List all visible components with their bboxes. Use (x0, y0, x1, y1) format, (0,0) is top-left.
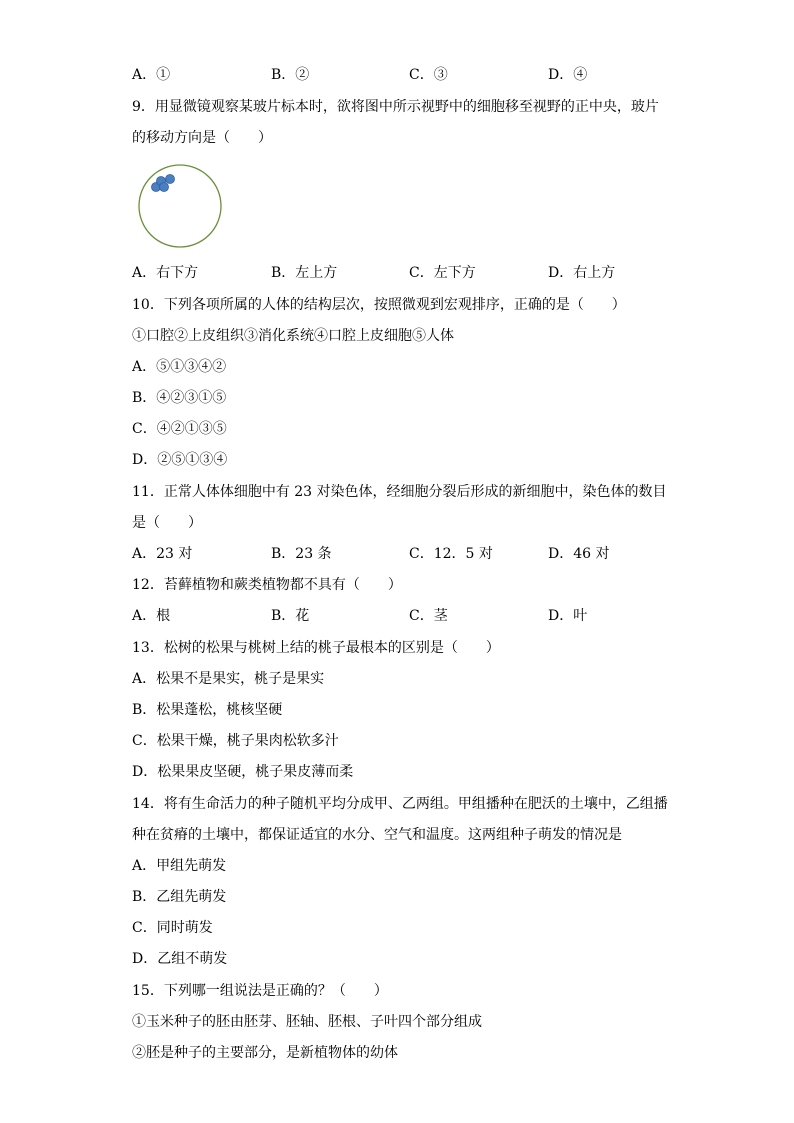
q8-option-b[interactable]: B．② (271, 67, 310, 83)
q10-stem: 10．下列各项所属的人体的结构层次，按照微观到宏观排序，正确的是（ ） (132, 297, 626, 313)
q14-option-a[interactable]: A．甲组先萌发 (132, 858, 227, 874)
q10-option-b[interactable]: B．④②③①⑤ (132, 390, 227, 406)
q11-stem-line1: 11．正常人体体细胞中有 23 对染色体，经细胞分裂后形成的新细胞中，染色体的数目 (132, 484, 667, 500)
cell-4 (166, 175, 175, 184)
q8-option-a[interactable]: A．① (132, 67, 171, 83)
q12-option-a[interactable]: A．根 (132, 608, 171, 624)
q14-option-d[interactable]: D．乙组不萌发 (132, 951, 228, 967)
q15-statement-1: ①玉米种子的胚由胚芽、胚轴、胚根、子叶四个部分组成 (132, 1014, 482, 1030)
q15-statement-2: ②胚是种子的主要部分，是新植物体的幼体 (132, 1045, 398, 1061)
q10-option-a[interactable]: A．⑤①③④② (132, 359, 227, 375)
q15-stem: 15．下列哪一组说法是正确的？（ ） (132, 983, 388, 999)
q14-option-b[interactable]: B．乙组先萌发 (132, 889, 227, 905)
q14-option-c[interactable]: C．同时萌发 (132, 920, 213, 936)
q13-option-b[interactable]: B．松果蓬松，桃核坚硬 (132, 702, 283, 718)
q13-option-d[interactable]: D．松果果皮坚硬，桃子果皮薄而柔 (132, 764, 354, 780)
q12-option-c[interactable]: C．茎 (409, 608, 448, 624)
q9-stem-line2: 的移动方向是（ ） (132, 130, 272, 146)
q12-option-b[interactable]: B．花 (271, 608, 310, 624)
q9-option-d[interactable]: D．右上方 (548, 265, 616, 281)
q9-option-a[interactable]: A．右下方 (132, 265, 199, 281)
q10-option-c[interactable]: C．④②①③⑤ (132, 421, 227, 437)
q14-stem-line1: 14．将有生命活力的种子随机平均分成甲、乙两组。甲组播种在肥沃的土壤中，乙组播 (132, 796, 668, 812)
q11-stem-line2: 是（ ） (132, 515, 202, 531)
q11-option-a[interactable]: A．23 对 (132, 546, 193, 562)
q8-option-d[interactable]: D．④ (548, 67, 588, 83)
q9-option-b[interactable]: B．左上方 (271, 265, 338, 281)
microscope-field-figure (136, 163, 228, 249)
q13-option-a[interactable]: A．松果不是果实，桃子是果实 (132, 671, 325, 687)
q8-option-c[interactable]: C．③ (409, 67, 448, 83)
q9-stem-line1: 9．用显微镜观察某玻片标本时，欲将图中所示视野中的细胞移至视野的正中央，玻片 (132, 99, 659, 115)
q10-items: ①口腔②上皮组织③消化系统④口腔上皮细胞⑤人体 (132, 328, 454, 344)
cell-3 (160, 183, 169, 192)
q14-stem-line2: 种在贫瘠的土壤中，都保证适宜的水分、空气和温度。这两组种子萌发的情况是 (132, 827, 622, 843)
q11-option-b[interactable]: B．23 条 (271, 546, 332, 562)
q13-option-c[interactable]: C．松果干燥，桃子果肉松软多汁 (132, 733, 339, 749)
q12-option-d[interactable]: D．叶 (548, 608, 588, 624)
q11-option-c[interactable]: C．12．5 对 (409, 546, 493, 562)
q9-option-c[interactable]: C．左下方 (409, 265, 476, 281)
q13-stem: 13．松树的松果与桃树上结的桃子最根本的区别是（ ） (132, 640, 500, 656)
microscope-field-circle (139, 165, 221, 247)
q12-stem: 12．苔藓植物和蕨类植物都不具有（ ） (132, 577, 402, 593)
q10-option-d[interactable]: D．②⑤①③④ (132, 452, 228, 468)
q11-option-d[interactable]: D．46 对 (548, 546, 610, 562)
